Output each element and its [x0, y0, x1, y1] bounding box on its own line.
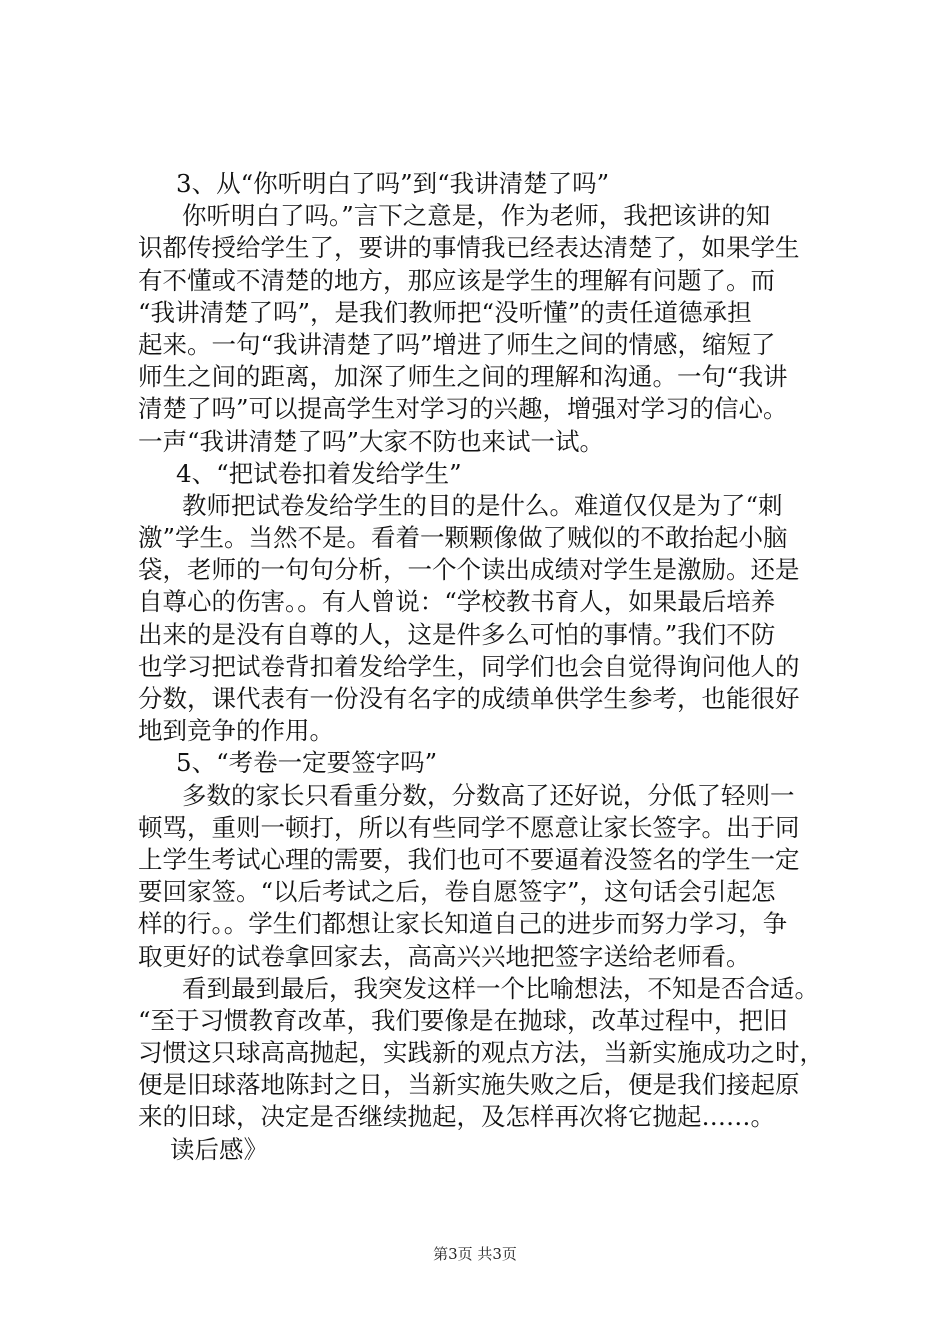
paragraph-line: 起来。一句“我讲清楚了吗”增进了师生之间的情感，缩短了: [138, 329, 776, 359]
paragraph-line: 多数的家长只看重分数，分数高了还好说，分低了轻则一: [182, 780, 795, 810]
paragraph-line: 便是旧球落地陈封之日，当新实施失败之后，便是我们接起原: [138, 1070, 800, 1100]
closing-line: 读后感》: [170, 1134, 268, 1164]
paragraph-line: 出来的是没有自尊的人，这是件多么可怕的事情。”我们不防: [138, 619, 776, 649]
paragraph-line: 分数，课代表有一份没有名字的成绩单供学生参考，也能很好: [138, 684, 800, 713]
paragraph-line: 你听明白了吗。”言下之意是，作为老师，我把该讲的知: [182, 201, 771, 231]
paragraph-line: 师生之间的距离，加深了师生之间的理解和沟通。一句“我讲: [138, 362, 788, 392]
paragraph-line: 识都传授给学生了，要讲的事情我已经表达清楚了，如果学生: [138, 233, 800, 263]
paragraph-line: 清楚了吗”可以提高学生对学习的兴趣，增强对学习的信心。: [138, 394, 788, 424]
paragraph-line: 上学生考试心理的需要，我们也可不要逼着没签名的学生一定: [138, 844, 800, 874]
document-body: [138, 168, 838, 1166]
page-number-footer: 第3页 共3页: [433, 1245, 517, 1263]
paragraph-line: 激”学生。当然不是。看着一颗颗像做了贼似的不敢抬起小脑: [138, 523, 788, 553]
paragraph-line: 要回家签。“以后考试之后，卷自愿签字”，这句话会引起怎: [138, 877, 776, 907]
paragraph-line: 袋，老师的一句句分析，一个个读出成绩对学生是激励。还是: [138, 555, 800, 585]
paragraph-line: 也学习把试卷背扣着发给学生，同学们也会自觉得询问他人的: [138, 651, 800, 681]
paragraph-line: “我讲清楚了吗”，是我们教师把“没听懂”的责任道德承担: [138, 297, 752, 327]
paragraph-line: 顿骂，重则一顿打，所以有些同学不愿意让家长签字。出于同: [138, 812, 800, 842]
paragraph-line: 习惯这只球高高抛起，实践新的观点方法，当新实施成功之时，: [138, 1038, 824, 1068]
paragraph-line: 有不懂或不清楚的地方，那应该是学生的理解有问题了。而: [138, 265, 775, 295]
paragraph-line: 取更好的试卷拿回家去，高高兴兴地把签字送给老师看。: [138, 941, 751, 971]
paragraph-line: 来的旧球，决定是否继续抛起，及怎样再次将它抛起……。: [138, 1102, 775, 1132]
paragraph-line: 自尊心的伤害。。有人曾说：“学校教书育人，如果最后培养: [138, 587, 776, 617]
paragraph-line: 一声“我讲清楚了吗”大家不防也来试一试。: [138, 426, 605, 456]
paragraph-line: 地到竞争的作用。: [138, 716, 334, 746]
section-heading-4: 4、“把试卷扣着发给学生”: [176, 458, 462, 488]
section-heading-5: 5、“考卷一定要签字吗”: [176, 748, 438, 778]
paragraph-line: 教师把试卷发给学生的目的是什么。难道仅仅是为了“刺: [182, 490, 783, 520]
paragraph-line: 样的行。。学生们都想让家长知道自己的进步而努力学习，争: [138, 909, 788, 939]
section-heading-3: 3、从“你听明白了吗”到“我讲清楚了吗”: [176, 169, 610, 198]
paragraph-line: 看到最到最后，我突发这样一个比喻想法，不知是否合适。: [182, 973, 819, 1003]
paragraph-line: “至于习惯教育改革，我们要像是在抛球，改革过程中，把旧: [138, 1005, 788, 1035]
